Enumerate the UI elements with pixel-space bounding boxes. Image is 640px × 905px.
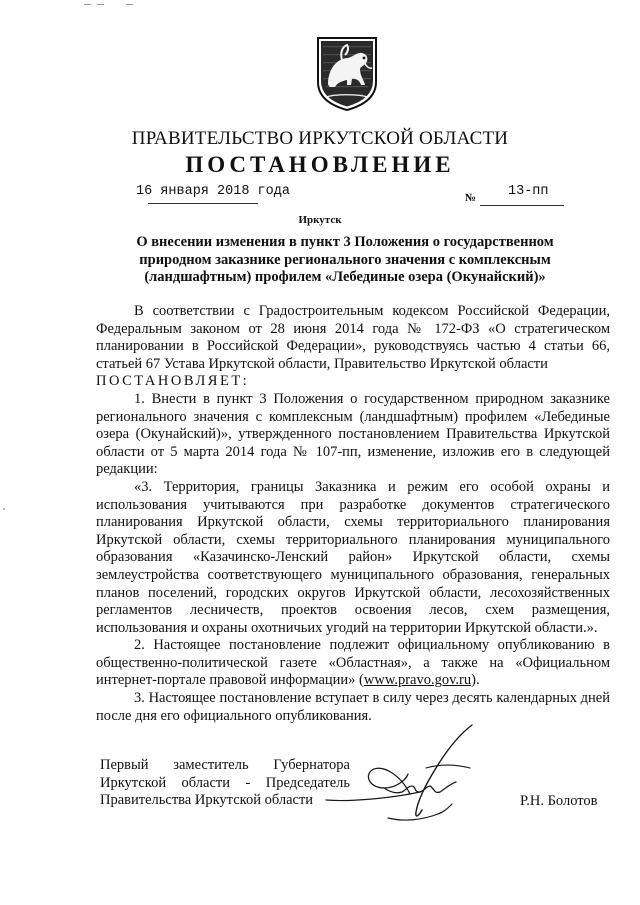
irkutsk-coat-of-arms-icon: [316, 36, 378, 112]
document-title: О внесении изменения в пункт 3 Положения о государственном природном заказнике регионального значения с комплексным (ландшафтным) профилем «Лебединые озера (Окунайский)»: [136, 234, 554, 285]
scan-marks: [0, 4, 640, 10]
scan-mark: [3, 508, 5, 510]
scan-mark: [97, 4, 104, 5]
position-line: Первый заместитель Губернатора: [100, 757, 350, 773]
item-1-quote: «3. Территория, границы Заказника и режим его особой охраны и использования учитываются при разработке документов стратегического планирования Иркутской области, схемы территориального планирования Иркутской области, схемы территориального планирования муниципального образования «Казачинско-Ленский район» Иркутской области, схемы землеустройства соответствующего муниципального образования, генеральных планов поселений, городских округов Иркутской области, лесохозяйственных регламентов лесничеств, проектов освоения лесов, схем размещения, использования и охраны охотничьих угодий на территории Иркутской области.».: [96, 478, 610, 636]
signatory-name: Р.Н. Болотов: [520, 793, 598, 809]
document-date: 16 января 2018 года: [136, 184, 290, 199]
document-body: [96, 303, 610, 725]
document-type: ПОСТАНОВЛЕНИЕ: [185, 152, 455, 177]
city: Иркутск: [298, 214, 342, 226]
position-line: Правительства Иркутской области: [100, 792, 314, 809]
scan-mark: [84, 4, 91, 5]
document-number: 13-пп: [508, 184, 549, 199]
number-underline: [480, 205, 564, 206]
signatory-position: [100, 757, 350, 810]
government-heading: ПРАВИТЕЛЬСТВО ИРКУТСКОЙ ОБЛАСТИ: [131, 128, 509, 149]
number-sign: №: [465, 192, 477, 204]
pravo-link[interactable]: www.pravo.gov.ru: [363, 672, 472, 689]
date-underline: [148, 203, 258, 204]
item-3: 3. Настоящее постановление вступает в силу через десять календарных дней после дня его официального опубликования.: [96, 690, 610, 724]
item-2: [96, 637, 610, 690]
preamble: В соответствии с Градостроительным кодексом Российской Федерации, Федеральным законом от 28 июня 2014 года № 172-ФЗ «О стратегическом планировании в Российской Федерации», руководствуясь частью 4 статьи 66, статьей 67 Устава Иркутской области, Правительство Иркутской области: [96, 303, 610, 372]
item-1: 1. Внести в пункт 3 Положения о государственном природном заказнике регионального значения с комплексным (ландшафтным) профилем «Лебединые озера (Окунайский)», утвержденного постановлением Правительства Иркутской области от 5 марта 2014 года № 107-пп, изменение, изложив его в следующей редакции:: [96, 390, 610, 478]
item-2-text: 2. Настоящее постановление подлежит официальному опубликованию в общественно-политической газете «Областная», а также на «Официальном интернет-портале правовой информации» (: [96, 637, 610, 689]
position-line: Иркутской области - Председатель: [100, 774, 350, 791]
item-2-end: ).: [471, 672, 480, 689]
handwritten-signature: [322, 722, 482, 830]
resolves-heading: ПОСТАНОВЛЯЕТ:: [96, 373, 250, 390]
scan-mark: [126, 4, 133, 5]
